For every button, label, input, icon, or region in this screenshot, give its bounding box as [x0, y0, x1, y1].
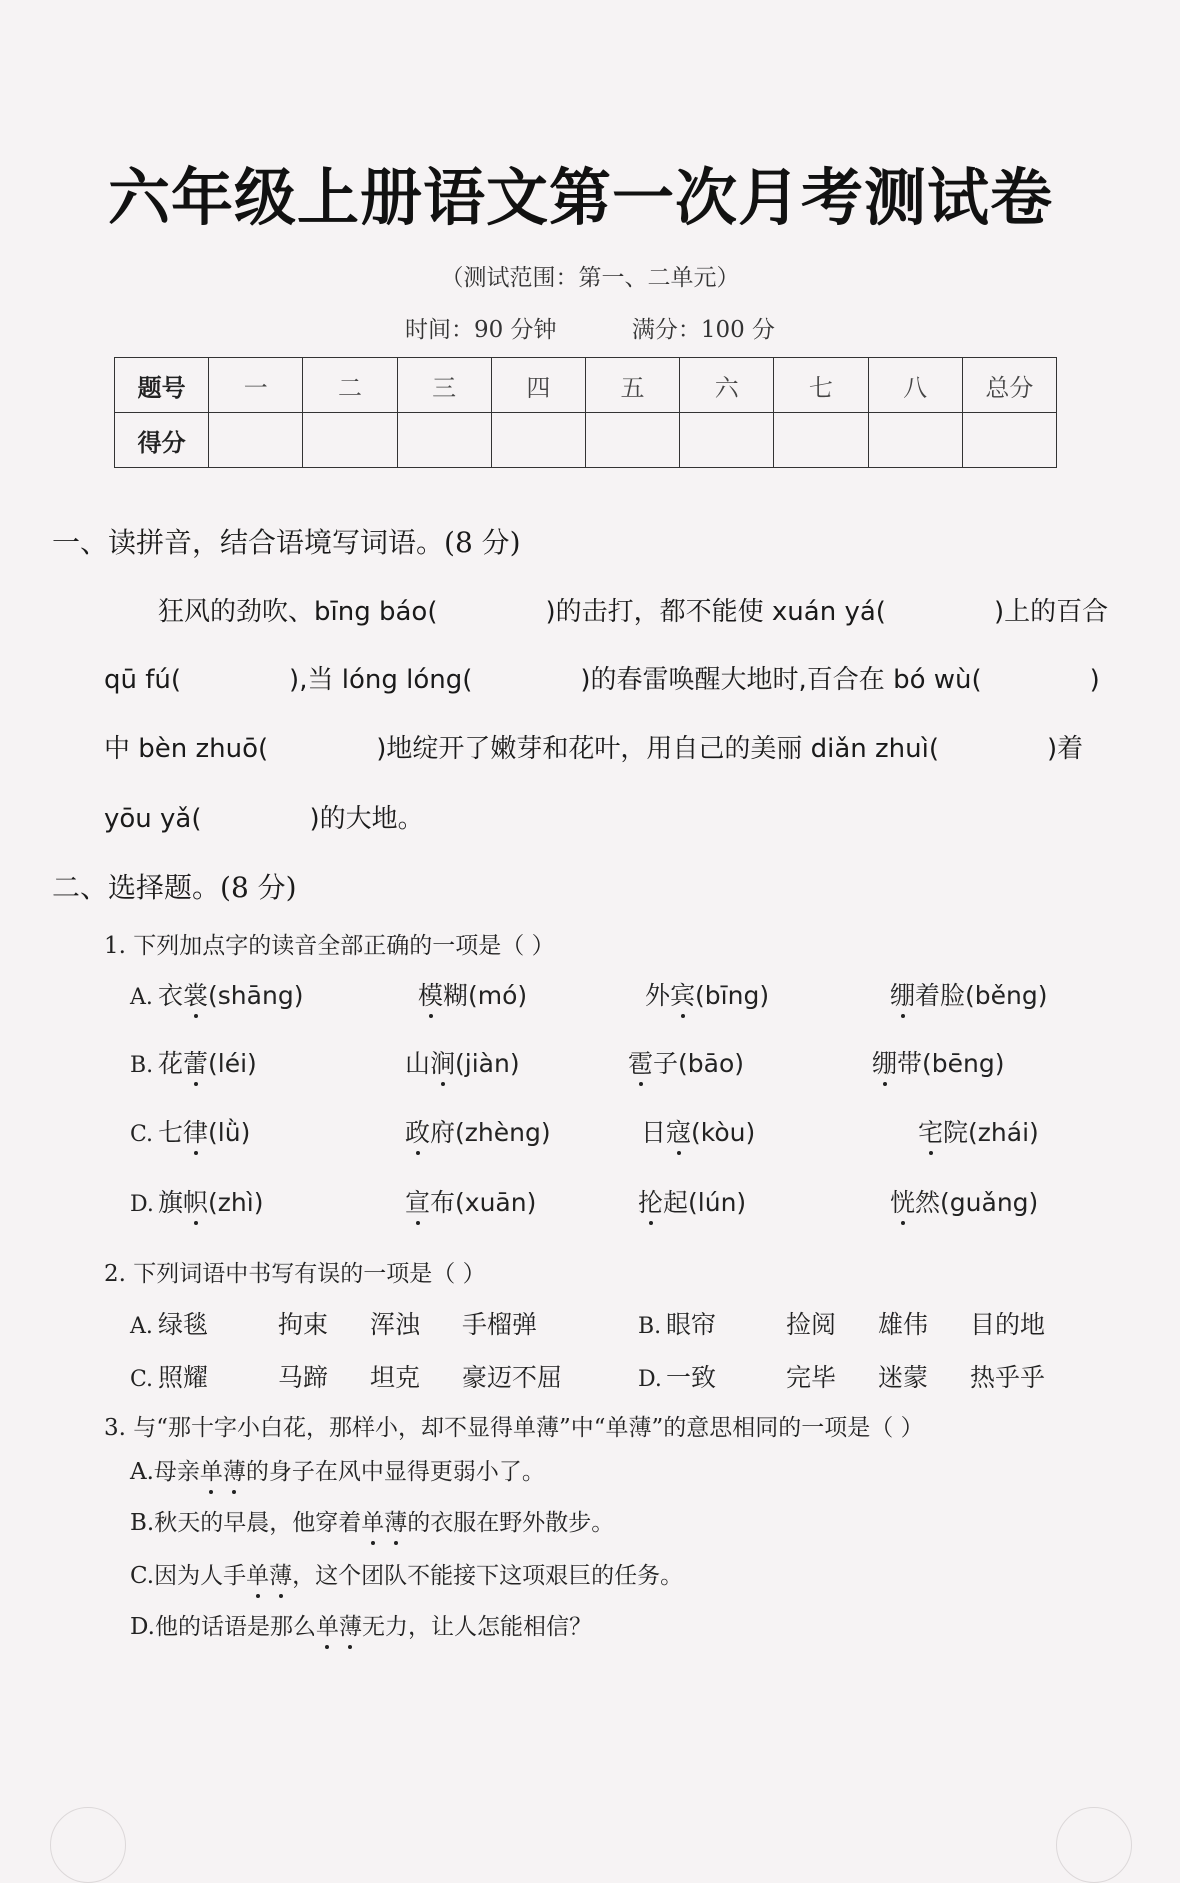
option-word: 手榴弹	[462, 1310, 538, 1339]
dotted-char: 薄	[269, 1559, 292, 1593]
test-scope: （测试范围：第一、二单元）	[440, 265, 740, 291]
dotted-char: 雹	[628, 1047, 653, 1081]
dotted-char: 单	[361, 1506, 384, 1540]
section-1-title: 一、读拼音，结合语境写词语。	[52, 526, 445, 559]
sentence-text: 秋天的早晨，他穿着	[154, 1510, 362, 1536]
pinyin-reading: (bāo)	[678, 1049, 745, 1078]
option-letter: A.	[130, 985, 153, 1010]
option-word: 豪迈不屈	[462, 1363, 563, 1392]
dotted-char: 绷	[890, 979, 915, 1013]
option-letter: B.	[638, 1314, 662, 1339]
sentence-text: 的身子在风中显得更弱小了。	[245, 1459, 545, 1485]
question-3-stem: 3. 与“那十字小白花，那样小，却不显得单薄”中“单薄”的意思相同的一项是（ ）	[104, 1415, 924, 1441]
pinyin-text: bèn zhuō	[138, 734, 259, 764]
word-char: 带	[897, 1049, 923, 1078]
score-cell	[680, 413, 774, 468]
pinyin-reading: (mó)	[468, 981, 528, 1010]
pinyin-text: lóng lóng	[341, 665, 463, 695]
passage-text: )地绽开了嫩芽和花叶，用自己的美丽	[376, 734, 811, 764]
word-char: 山	[405, 1049, 431, 1078]
exam-time: 时间：90 分钟	[404, 317, 557, 343]
option-item	[418, 979, 527, 1013]
option-item	[641, 1116, 755, 1150]
score-table	[114, 357, 1057, 468]
row-label-question-number: 题号	[115, 358, 209, 413]
word-char: 布	[430, 1188, 456, 1217]
option-label	[130, 1116, 153, 1152]
option-item	[638, 1186, 746, 1220]
prev-page-button[interactable]	[50, 1807, 126, 1883]
word-char: 子	[653, 1049, 679, 1078]
column-header: 七	[774, 358, 868, 413]
column-header: 八	[868, 358, 962, 413]
pinyin-line-1	[158, 594, 1108, 630]
dotted-char: 恍	[890, 1186, 915, 1220]
word-char: 起	[663, 1188, 689, 1217]
passage-text: 中	[104, 734, 139, 764]
option-letter: C.	[130, 1367, 154, 1392]
option-letter: D.	[130, 1192, 154, 1217]
answer-open-paren: (	[258, 734, 269, 764]
dotted-char: 单	[200, 1455, 223, 1489]
word-char: 着脸	[915, 981, 966, 1010]
pinyin-reading: (xuān)	[455, 1188, 537, 1217]
pinyin-text: bó wù	[893, 665, 972, 695]
section-2-points: (8 分)	[220, 871, 297, 904]
option-d	[130, 1610, 592, 1644]
dotted-char: 宅	[918, 1116, 943, 1150]
sentence-text: 无力，让人怎能相信？	[361, 1614, 592, 1640]
dotted-char: 寇	[666, 1116, 691, 1150]
option-item	[158, 1116, 250, 1150]
answer-open-paren: (	[191, 804, 202, 834]
option-letter: C.	[130, 1563, 155, 1589]
sentence-text: 母亲	[153, 1459, 200, 1485]
column-header: 一	[209, 358, 303, 413]
dotted-char: 宣	[405, 1186, 430, 1220]
answer-open-paren: (	[170, 665, 182, 695]
section-1-points: (8 分)	[444, 526, 521, 559]
column-header: 六	[680, 358, 774, 413]
score-cell	[209, 413, 303, 468]
word-char: 府	[430, 1118, 456, 1147]
pinyin-reading: (zhì)	[208, 1188, 264, 1217]
option-letter: B.	[130, 1510, 155, 1536]
option-word: 浑浊	[370, 1310, 421, 1339]
option-c	[130, 1559, 683, 1593]
pinyin-reading: (guǎng)	[940, 1188, 1039, 1217]
pinyin-text: bīng báo	[314, 597, 428, 627]
pinyin-reading: (jiàn)	[455, 1049, 520, 1078]
option-word: 一致	[666, 1363, 717, 1392]
option-item	[645, 979, 769, 1013]
option-label	[130, 1047, 153, 1083]
option-c	[130, 1361, 580, 1397]
next-page-button[interactable]	[1056, 1807, 1132, 1883]
question-1-stem: 1. 下列加点字的读音全部正确的一项是（ ）	[104, 933, 555, 959]
exam-full-score: 满分：100 分	[631, 317, 776, 343]
option-item	[405, 1116, 551, 1150]
pinyin-line-2	[104, 662, 1100, 698]
sentence-text: 他的话语是那么	[154, 1614, 316, 1640]
option-item	[628, 1047, 744, 1081]
option-letter: A.	[130, 1314, 153, 1339]
option-letter: D.	[638, 1367, 662, 1392]
column-header: 五	[585, 358, 679, 413]
row-label-score: 得分	[115, 413, 209, 468]
word-char: 衣	[158, 981, 184, 1010]
pinyin-reading: (běng)	[965, 981, 1048, 1010]
option-b	[130, 1506, 614, 1540]
answer-open-paren: (	[427, 597, 438, 627]
option-item	[405, 1047, 520, 1081]
passage-text: 狂风的劲吹、	[158, 597, 315, 627]
pinyin-reading: (bēng)	[922, 1049, 1005, 1078]
dotted-char: 律	[183, 1116, 208, 1150]
dotted-char: 宾	[670, 979, 695, 1013]
pinyin-reading: (lún)	[688, 1188, 747, 1217]
option-word: 绿毯	[158, 1310, 209, 1339]
pinyin-text: diǎn zhuì	[810, 734, 929, 764]
option-item	[158, 1047, 257, 1081]
option-item	[405, 1186, 536, 1220]
dotted-char: 薄	[384, 1506, 407, 1540]
section-1-heading	[52, 523, 521, 563]
dotted-char: 抡	[638, 1186, 663, 1220]
sentence-text: 因为人手	[154, 1563, 247, 1589]
option-word: 雄伟	[878, 1310, 929, 1339]
dotted-char: 单	[316, 1610, 339, 1644]
option-b	[638, 1308, 1088, 1344]
column-header-total: 总分	[962, 358, 1056, 413]
pinyin-text: qū fú	[104, 665, 171, 695]
dotted-char: 薄	[223, 1455, 246, 1489]
option-item	[890, 1186, 1038, 1220]
option-letter: C.	[130, 1122, 154, 1147]
option-a	[130, 1308, 580, 1344]
exam-info	[0, 314, 1180, 346]
option-label	[130, 1186, 154, 1222]
option-word: 坦克	[370, 1363, 421, 1392]
pinyin-reading: (zhèng)	[455, 1118, 551, 1147]
score-cell-total	[962, 413, 1056, 468]
word-char: 旗	[158, 1188, 184, 1217]
section-2-title: 二、选择题。	[52, 871, 221, 904]
dotted-char: 模	[418, 979, 443, 1013]
passage-text: )着	[1047, 734, 1084, 764]
option-word: 迷蒙	[878, 1363, 929, 1392]
passage-text: )的春雷唤醒大地时,百合在	[580, 665, 894, 695]
score-cell	[585, 413, 679, 468]
passage-text: ),当	[289, 665, 342, 695]
dotted-char: 单	[246, 1559, 269, 1593]
score-table-header-row	[115, 358, 1057, 413]
section-2-heading	[52, 868, 297, 908]
pinyin-reading: (shāng)	[208, 981, 304, 1010]
dotted-char: 蕾	[183, 1047, 208, 1081]
pinyin-text: yōu yǎ	[104, 804, 192, 834]
option-word: 拘束	[278, 1310, 329, 1339]
option-word: 目的地	[970, 1310, 1046, 1339]
pinyin-reading: (bīng)	[695, 981, 770, 1010]
pinyin-reading: (kòu)	[691, 1118, 756, 1147]
option-a	[130, 1455, 545, 1489]
dotted-char: 帜	[183, 1186, 208, 1220]
word-char: 糊	[443, 981, 469, 1010]
pinyin-text: xuán yá	[771, 597, 876, 627]
dotted-char: 薄	[339, 1610, 362, 1644]
answer-open-paren: (	[971, 665, 982, 695]
option-letter: B.	[130, 1053, 154, 1078]
word-char: 外	[645, 981, 671, 1010]
page-title: 六年级上册语文第一次月考测试卷	[108, 161, 1054, 234]
column-header: 四	[491, 358, 585, 413]
option-word: 眼帘	[666, 1310, 717, 1339]
option-letter: A.	[130, 1459, 154, 1485]
option-item	[158, 1186, 263, 1220]
option-item	[158, 979, 303, 1013]
dotted-char: 涧	[430, 1047, 455, 1081]
question-2-stem: 2. 下列词语中书写有误的一项是（ ）	[104, 1261, 486, 1287]
answer-open-paren: (	[875, 597, 886, 627]
score-table-score-row	[115, 413, 1057, 468]
pinyin-reading: (léi)	[208, 1049, 257, 1078]
column-header: 二	[303, 358, 397, 413]
word-char: 花	[158, 1049, 184, 1078]
dotted-char: 裳	[183, 979, 208, 1013]
score-cell	[397, 413, 491, 468]
option-letter: D.	[130, 1614, 155, 1640]
answer-open-paren: (	[928, 734, 939, 764]
passage-text: )上的百合	[993, 597, 1109, 627]
option-word: 马蹄	[278, 1363, 329, 1392]
sentence-text: ，这个团队不能接下这项艰巨的任务。	[292, 1563, 684, 1589]
word-char: 七	[158, 1118, 184, 1147]
option-word: 照耀	[158, 1363, 209, 1392]
pinyin-reading: (zhái)	[968, 1118, 1039, 1147]
option-word: 完毕	[786, 1363, 837, 1392]
option-word: 捡阅	[786, 1310, 837, 1339]
pinyin-reading: (lǜ)	[208, 1118, 251, 1147]
score-cell	[303, 413, 397, 468]
answer-open-paren: (	[462, 665, 473, 695]
sentence-text: 的衣服在野外散步。	[407, 1510, 615, 1536]
pinyin-line-4	[104, 801, 424, 837]
dotted-char: 绷	[872, 1047, 897, 1081]
option-label	[130, 979, 153, 1015]
option-d	[638, 1361, 1088, 1397]
word-char: 院	[943, 1118, 969, 1147]
word-char: 日	[641, 1118, 667, 1147]
score-cell	[774, 413, 868, 468]
passage-text: )的击打，都不能使	[545, 597, 772, 627]
score-cell	[868, 413, 962, 468]
score-cell	[491, 413, 585, 468]
dotted-char: 政	[405, 1116, 430, 1150]
option-item	[918, 1116, 1039, 1150]
word-char: 然	[915, 1188, 941, 1217]
option-item	[872, 1047, 1005, 1081]
passage-text: )的大地。	[309, 804, 424, 834]
column-header: 三	[397, 358, 491, 413]
option-item	[890, 979, 1048, 1013]
option-word: 热乎乎	[970, 1363, 1046, 1392]
passage-text: )	[1089, 665, 1100, 695]
pinyin-line-3	[104, 731, 1083, 767]
